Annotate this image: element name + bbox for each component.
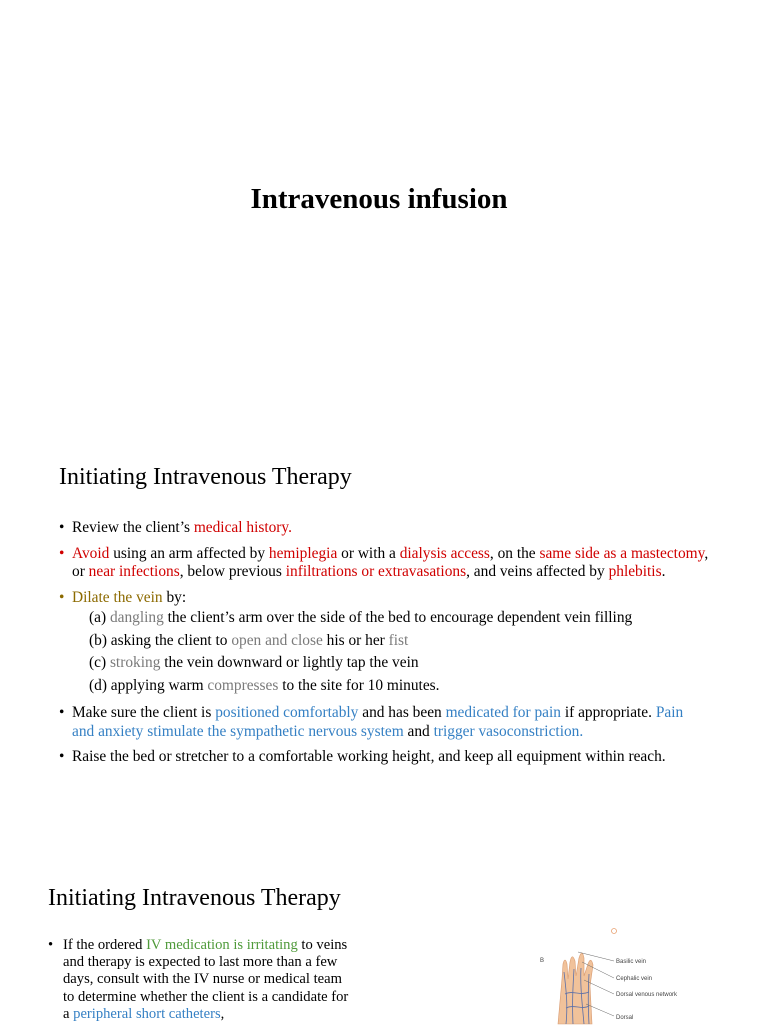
text-run: medical history.: [193, 519, 292, 536]
text-run: if appropriate.: [560, 704, 656, 721]
sub-item: [72, 652, 709, 675]
text-run: , on the: [489, 544, 540, 562]
text-run: compresses: [207, 676, 279, 694]
text-run: .: [661, 563, 666, 580]
slide-title: Initiating Intravenous Therapy: [48, 885, 341, 911]
text-run: and has been: [358, 704, 446, 721]
text-run: Dilate the vein: [72, 588, 163, 606]
bullet-list: [59, 519, 709, 774]
text-run: dialysis access: [399, 544, 490, 562]
figure-label: Cephalic vein: [616, 976, 653, 982]
text-run: , and veins affected by: [466, 563, 609, 580]
text-run: using an arm affected by: [109, 544, 269, 562]
text-run: peripheral short catheters: [73, 1005, 221, 1022]
bullet-item: [59, 748, 709, 767]
presentation-title: Intravenous infusion: [250, 183, 508, 215]
text-run: Avoid: [72, 544, 110, 562]
text-run: (d) applying warm: [89, 676, 208, 694]
text-run: Raise the bed or stretcher to a comfortable working height, and keep all equipment within reach.: [72, 748, 666, 765]
bullet-item: [59, 545, 709, 582]
text-run: Review the client’s: [72, 519, 194, 536]
slide-title: Initiating Intravenous Therapy: [59, 464, 352, 490]
text-run: same side as a mastectomy: [539, 544, 705, 562]
bullet-item: [59, 589, 709, 698]
text-run: or with a: [337, 544, 400, 562]
text-run: dangling: [109, 609, 164, 626]
text-run: Pain and anxiety stimulate the sympathetic nervous system: [72, 704, 684, 740]
text-run: to the site for 10 minutes.: [278, 676, 440, 694]
text-run: stroking: [109, 654, 161, 671]
title-slide: [0, 0, 768, 440]
text-run: trigger vasoconstriction.: [433, 722, 584, 740]
text-run: , or: [72, 544, 709, 580]
text-run: his or her: [322, 631, 389, 649]
bullet-marker: •: [59, 748, 65, 765]
content-slide-2: [0, 862, 768, 1024]
bullet-item: [59, 519, 709, 538]
text-run: (a): [89, 609, 110, 626]
text-run: by:: [162, 588, 187, 606]
bullet-marker: •: [59, 544, 65, 562]
bullet-marker: •: [59, 519, 65, 536]
figure-label: Basilic vein: [616, 959, 647, 965]
bullet-marker: •: [48, 937, 54, 953]
sub-item: [72, 607, 709, 630]
text-run: phlebitis: [608, 563, 662, 580]
text-run: (c): [89, 654, 110, 671]
text-run: ,: [220, 1005, 225, 1022]
text-run: hemiplegia: [268, 544, 338, 562]
text-run: fist: [388, 631, 409, 649]
bullet-marker: •: [59, 704, 65, 721]
bullet-item: [48, 937, 353, 1023]
bullet-item: [59, 704, 709, 741]
text-run: Make sure the client is: [72, 704, 216, 721]
bullet-marker: •: [59, 588, 65, 606]
sub-item: [72, 675, 709, 698]
text-run: infiltrations or extravasations: [285, 563, 467, 580]
text-run: medicated for pain: [445, 704, 561, 721]
text-run: open and close: [231, 631, 323, 649]
sub-item: [72, 630, 709, 653]
hand-veins-illustration: [518, 924, 678, 1024]
figure-label: Dorsal venous network: [616, 992, 678, 998]
text-run: If the ordered: [63, 937, 147, 953]
text-run: to veins and therapy is expected to last more than a few days, consult with the IV nurse or medical team to determine whether the client is a candidate for a: [63, 937, 349, 1022]
figure-label: Dorsal: [616, 1015, 634, 1021]
text-run: positioned comfortably: [215, 704, 359, 721]
text-run: the vein downward or lightly tap the vein: [160, 654, 419, 671]
hand-shape: [558, 953, 593, 1024]
text-run: and: [403, 722, 434, 740]
figure-panel-letter: B: [540, 958, 545, 964]
text-run: (b) asking the client to: [89, 631, 232, 649]
content-slide-1: [0, 440, 768, 862]
bullet-list: [48, 937, 353, 1030]
text-run: IV medication is irritating: [146, 937, 298, 953]
text-run: the client’s arm over the side of the bed to encourage dependent vein filling: [163, 609, 633, 626]
text-run: , below previous: [179, 563, 286, 580]
text-run: near infections: [88, 563, 180, 580]
